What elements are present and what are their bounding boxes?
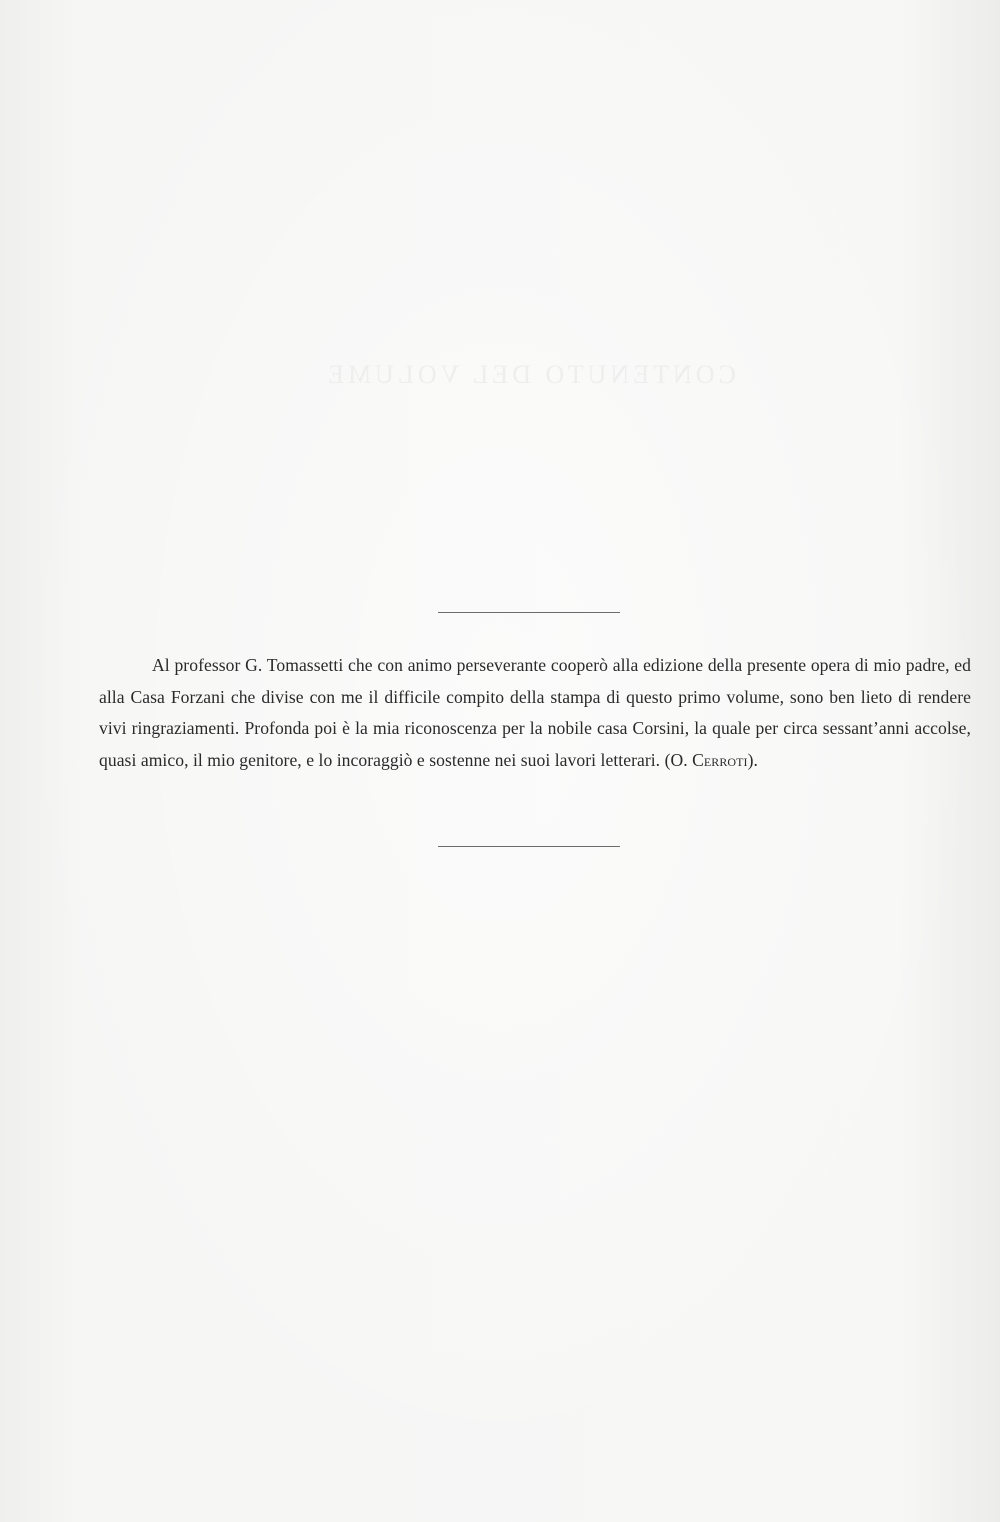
dedication-paragraph	[99, 650, 971, 776]
dedication-text: Al professor G. Tomassetti che con animo perseverante cooperò alla edizione della presente opera di mio padre, ed alla Casa Forzani che divise con me il difficile compito della stampa di questo primo volume, sono ben lieto di rendere vivi ringraziamenti. Profonda poi è la mia riconoscenza per la nobile casa Corsini, la quale per circa sessant’anni accolse, quasi amico, il mio genitore, e lo incoraggiò e sostenne nei suoi lavori letterari. (O.	[99, 655, 971, 770]
top-divider	[438, 612, 620, 613]
signature-close: ).	[747, 749, 758, 770]
signature-name: Cerroti	[692, 749, 748, 770]
bottom-divider	[438, 846, 620, 847]
show-through-text: CONTENUTO DEL VOLUME	[324, 360, 736, 389]
